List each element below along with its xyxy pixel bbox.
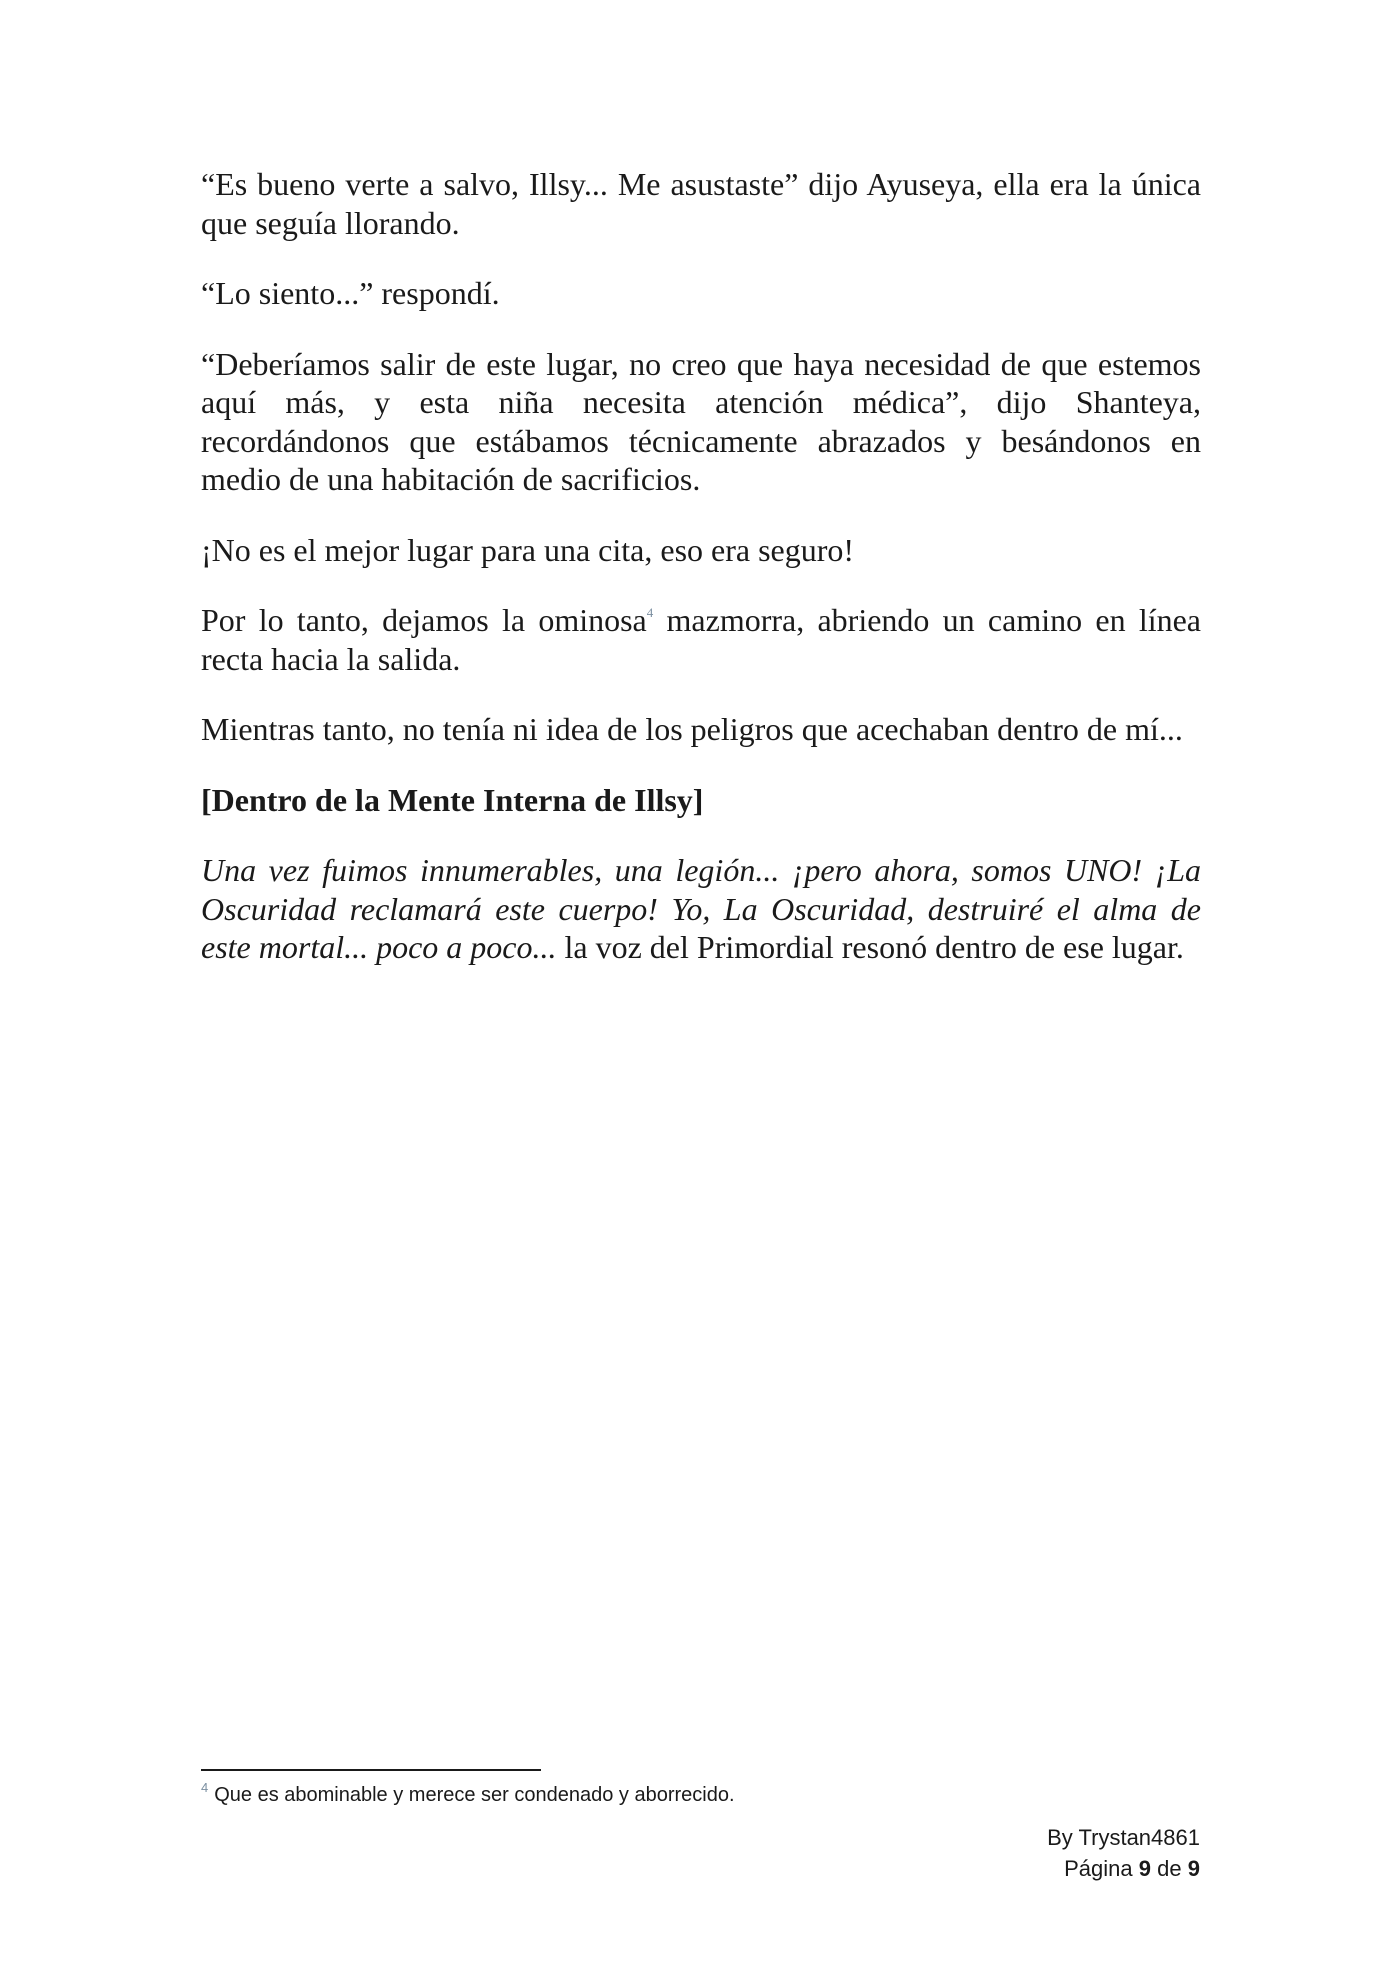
section-heading: [Dentro de la Mente Interna de Illsy]	[201, 781, 704, 818]
page-total: 9	[1187, 1856, 1200, 1881]
footnote-number: 4	[201, 1780, 209, 1795]
paragraph-4: ¡No es el mejor lugar para una cita, eso era seguro!	[201, 531, 855, 568]
paragraph-7-narration: la voz del Primordial resonó dentro de ese lugar.	[556, 929, 1184, 965]
paragraph-5	[201, 601, 1201, 678]
paragraph-3: “Deberíamos salir de este lugar, no creo que haya necesidad de que estemos aquí más, y esta niña necesita atención médica”, dijo Shanteya, recordándonos que estábamos técnicamente abrazados y besándonos en medio de una habitación de sacrificios.	[201, 345, 1201, 497]
paragraph-6: Mientras tanto, no tenía ni idea de los peligros que acechaban dentro de mí...	[201, 711, 1183, 747]
paragraph-1: “Es bueno verte a salvo, Illsy... Me asustaste” dijo Ayuseya, ella era la única que seguía llorando.	[201, 166, 1201, 241]
page-footer	[1047, 1822, 1200, 1884]
page-current: 9	[1138, 1856, 1152, 1881]
paragraph-2: “Lo siento...” respondí.	[201, 275, 500, 311]
footnote-separator	[201, 1769, 541, 1771]
footnote-reference[interactable]: 4	[646, 605, 654, 620]
page-word: Página	[1064, 1856, 1133, 1881]
paragraph-5-start: Por lo tanto, dejamos la ominosa	[201, 602, 647, 638]
primordial-quote: Una vez fuimos innumerables, una legión... ¡pero ahora, somos UNO! ¡La Oscuridad reclamará este cuerpo! Yo, La Oscuridad, destruiré el alma de este mortal... poco a poco...	[201, 852, 1201, 965]
footnote-text: Que es abominable y merece ser condenado y aborrecido.	[214, 1784, 735, 1806]
page-body	[201, 165, 1201, 999]
page-number	[1047, 1853, 1200, 1884]
footnote	[201, 1782, 1201, 1808]
paragraph-7	[201, 851, 1201, 967]
paragraph-5-end: mazmorra, abriendo un camino en línea recta hacia la salida.	[201, 602, 1202, 677]
footer-author: By Trystan4861	[1047, 1825, 1200, 1850]
page-of-word: de	[1157, 1856, 1182, 1881]
